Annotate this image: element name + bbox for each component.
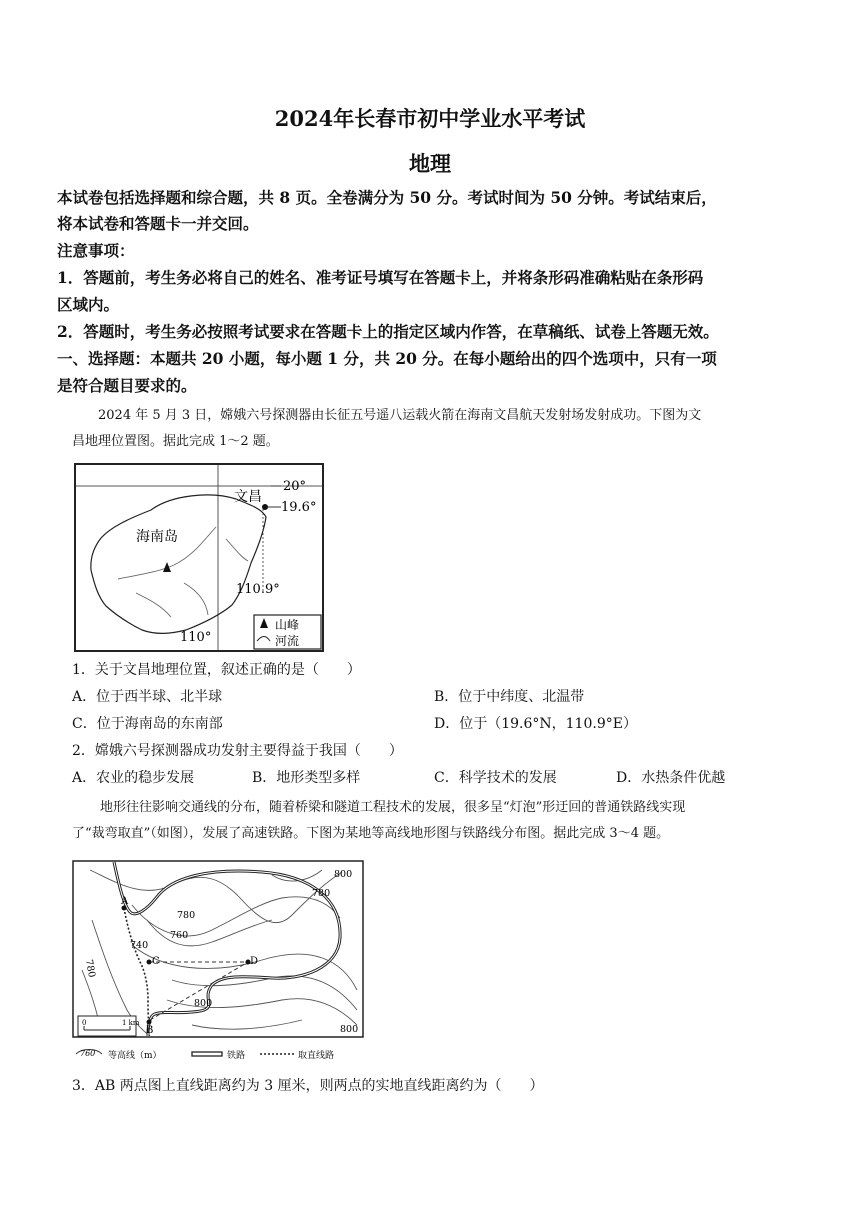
lon-110-label: 110° bbox=[180, 630, 212, 645]
contour-map-svg bbox=[72, 860, 364, 1065]
contour-label-780-top: 780 bbox=[312, 888, 331, 899]
q3-stem: 3．AB 两点图上直线距离约为 3 厘米，则两点的实地直线距离约为（ ） bbox=[72, 1078, 544, 1094]
legend-contour-value: 760 bbox=[80, 1049, 96, 1058]
q1-stem: 1．关于文昌地理位置，叙述正确的是（ ） bbox=[72, 662, 361, 678]
lon-110-9-label: 110.9° bbox=[236, 582, 280, 597]
scale-km-label: 1 km bbox=[122, 1019, 140, 1027]
contour-label-800-right: 800 bbox=[340, 1024, 359, 1035]
instructions-line-1: 本试卷包括选择题和综合题，共 8 页。全卷满分为 50 分。考试时间为 50 分钟。考试结束后， bbox=[57, 188, 717, 207]
wenchang-location-map bbox=[74, 463, 324, 652]
river-line bbox=[184, 583, 208, 615]
note-1-line-2: 区域内。 bbox=[57, 295, 120, 314]
q2-stem: 2．嫦娥六号探测器成功发射主要得益于我国（ ） bbox=[72, 743, 403, 759]
point-c bbox=[147, 960, 152, 965]
legend-cut-label: 取直线路 bbox=[298, 1051, 335, 1061]
passage-2-line-1: 地形往往影响交通线的分布，随着桥梁和隧道工程技术的发展，很多呈“灯泡”形迂回的普通铁路线实现 bbox=[100, 800, 686, 815]
point-a-label: A bbox=[121, 896, 129, 907]
contour-label-800-bottom: 800 bbox=[194, 998, 213, 1009]
note-1-line-1: 1．答题前，考生务必将自己的姓名、准考证号填写在答题卡上，并将条形码准确粘贴在条形码 bbox=[57, 268, 704, 287]
q1-option-c[interactable]: C．位于海南岛的东南部 bbox=[72, 716, 223, 732]
passage-1-line-2: 昌地理位置图。据此完成 1～2 题。 bbox=[72, 434, 279, 449]
lat-20-label: 20° bbox=[283, 479, 307, 494]
hainan-island-outline bbox=[91, 495, 266, 633]
wenchang-label: 文昌 bbox=[234, 489, 262, 505]
point-d-label: D bbox=[250, 956, 259, 967]
river-line bbox=[226, 539, 248, 561]
wenchang-map-svg bbox=[76, 465, 322, 650]
contour-label-800-top: 800 bbox=[334, 869, 353, 880]
q2-option-d[interactable]: D．水热条件优越 bbox=[616, 770, 726, 786]
legend-contour-label: 等高线（m） bbox=[108, 1051, 162, 1061]
point-b bbox=[147, 1020, 152, 1025]
passage-1-line-1: 2024 年 5 月 3 日，嫦娥六号探测器由长征五号遥八运载火箭在海南文昌航天发射场发射成功。下图为文 bbox=[98, 408, 702, 423]
legend-rail-label: 铁路 bbox=[227, 1051, 246, 1061]
legend-rail-icon bbox=[192, 1052, 222, 1056]
q2-option-b[interactable]: B．地形类型多样 bbox=[252, 770, 361, 786]
q1-option-d[interactable]: D．位于（19.6°N，110.9°E） bbox=[434, 716, 637, 732]
section-1-line-2: 是符合题目要求的。 bbox=[57, 376, 197, 395]
point-b-label: B bbox=[146, 1025, 154, 1036]
legend-river-label: 河流 bbox=[275, 634, 300, 648]
notes-heading: 注意事项： bbox=[57, 241, 135, 260]
passage-2-line-2: 了“裁弯取直”（如图），发展了高速铁路。下图为某地等高线地形图与铁路线分布图。据此完成 3～4 题。 bbox=[72, 826, 670, 841]
legend-peak-label: 山峰 bbox=[275, 618, 300, 632]
contour-railway-map bbox=[72, 860, 364, 1065]
subject-title: 地理 bbox=[409, 151, 451, 176]
q1-option-b[interactable]: B．位于中纬度、北温带 bbox=[434, 689, 585, 705]
contour-label-780-left: 780 bbox=[83, 958, 98, 979]
section-1-line-1: 一、选择题：本题共 20 小题，每小题 1 分，共 20 分。在每小题给出的四个选项中，只有一项 bbox=[57, 349, 717, 368]
scale-zero-label: 0 bbox=[82, 1019, 87, 1027]
contour-label-780-mid: 780 bbox=[177, 910, 196, 921]
lat-19-6-label: 19.6° bbox=[281, 500, 317, 515]
contour-label-740: 740 bbox=[130, 940, 149, 951]
q1-option-a[interactable]: A．位于西半球、北半球 bbox=[72, 689, 223, 705]
instructions-line-2: 将本试卷和答题卡一并交回。 bbox=[57, 214, 259, 233]
q2-option-c[interactable]: C．科学技术的发展 bbox=[434, 770, 557, 786]
hainan-island-label: 海南岛 bbox=[136, 529, 178, 545]
contour-label-760: 760 bbox=[170, 930, 189, 941]
q2-option-a[interactable]: A．农业的稳步发展 bbox=[72, 770, 195, 786]
point-c-label: C bbox=[152, 956, 160, 967]
river-line bbox=[136, 593, 171, 617]
exam-title: 2024年长春市初中学业水平考试 bbox=[274, 106, 586, 131]
note-2: 2．答题时，考生务必按照考试要求在答题卡上的指定区域内作答，在草稿纸、试卷上答题无效。 bbox=[57, 322, 719, 341]
